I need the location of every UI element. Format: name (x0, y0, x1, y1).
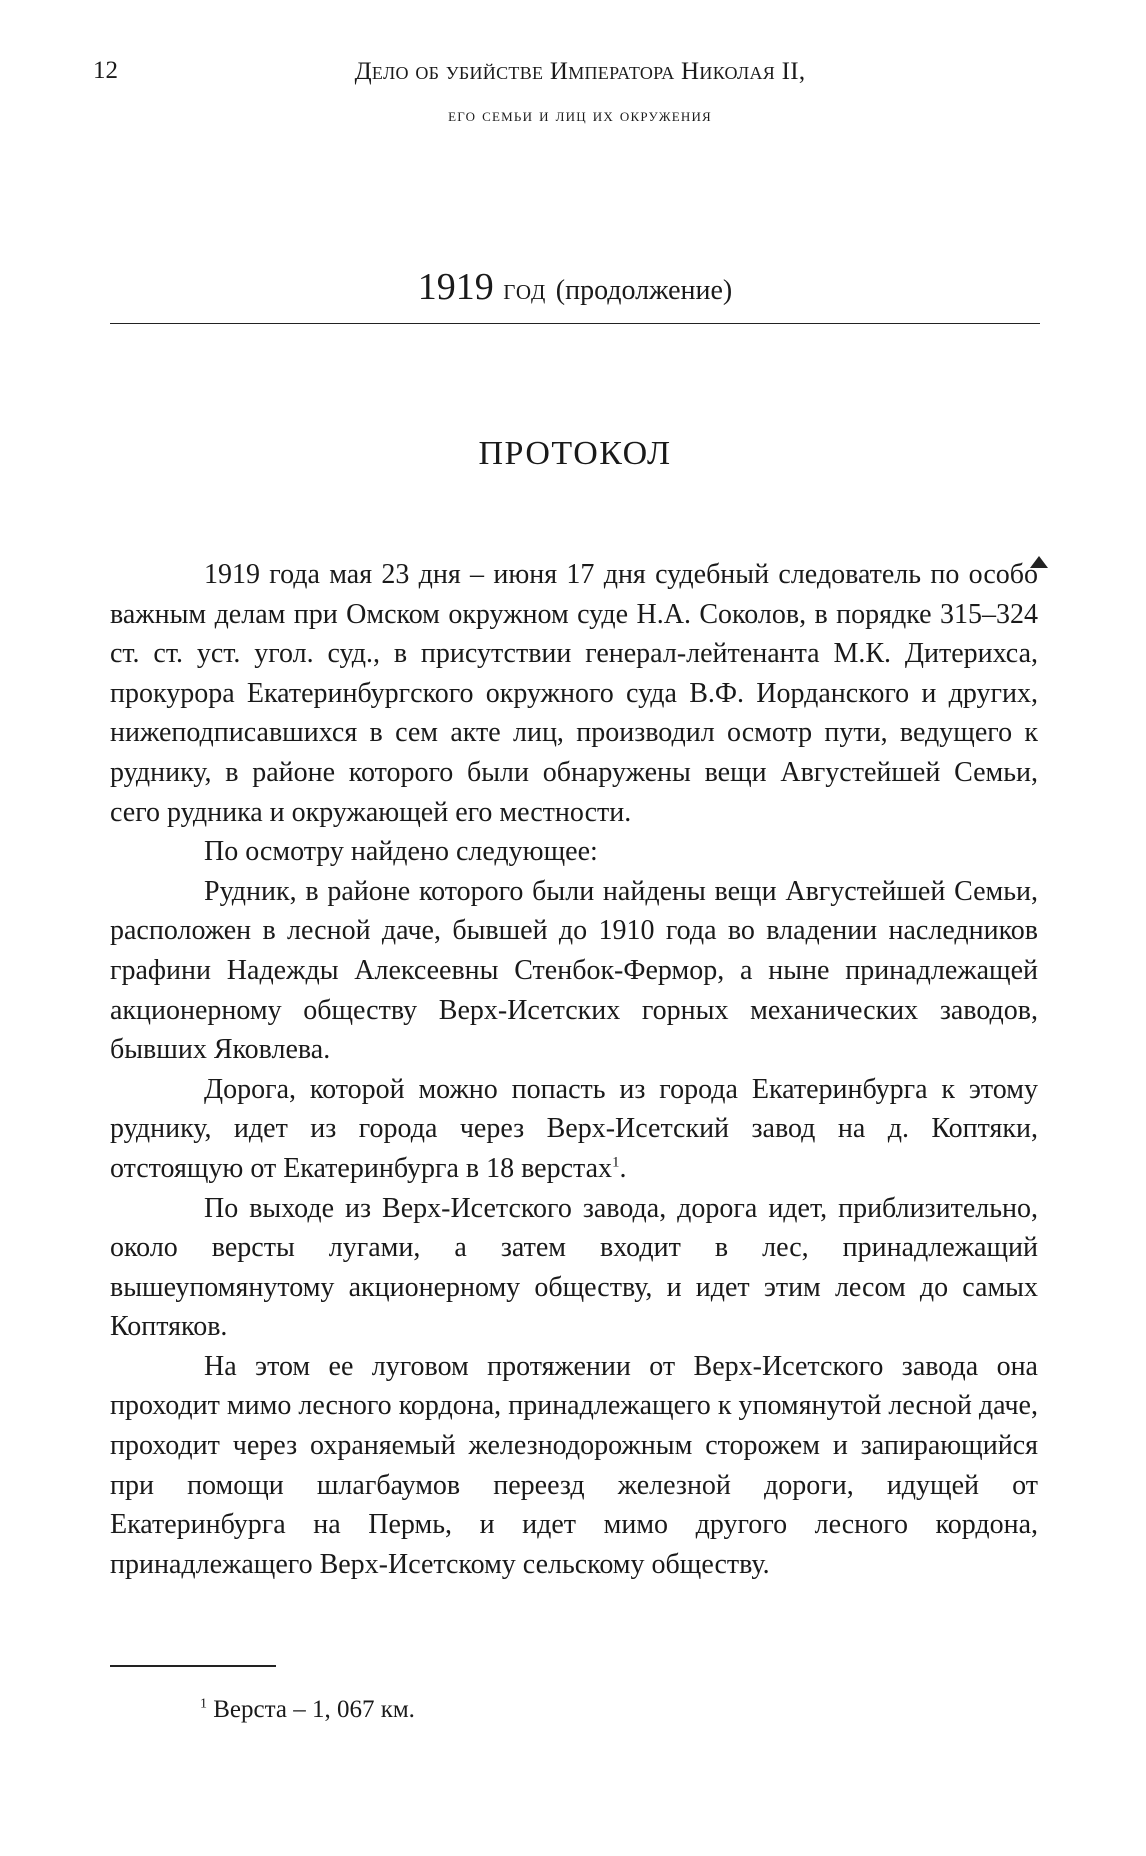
paragraph-4-end: . (619, 1152, 627, 1184)
paragraph-6: На этом ее луговом протяжении от Верх-Исетского завода она проходит мимо лесного кордона, принадлежащего к упомянутой лесной даче, проходит через охраняемый железнодорожным сторожем и запирающийся при помощи шлагбаумов переезд железной дороги, идущей от Екатеринбурга на Пермь, и идет мимо другого лесного кордона, принадлежащего Верх-Исетскому сельскому обществу. (110, 1350, 1038, 1580)
paragraph-4-text: Дорога, которой можно попасть из города Екатеринбурга к этому руднику, идет из города через Верх-Исетский завод на д. Коптяки, отстоящую от Екатеринбурга в 18 верстах (110, 1073, 1038, 1184)
paragraph-1: 1919 года мая 23 дня – июня 17 дня судебный следователь по особо важным делам при Омском окружном суде Н.А. Соколов, в порядке 315–324 ст. ст. уст. угол. суд., в присутствии генерал-лейтенанта М.К. Дитерихса, прокурора Екатеринбургского окружного суда В.Ф. Иорданского и других, нижеподписавшихся в сем акте лиц, производил осмотр пути, ведущего к руднику, в районе которого были обнаружены вещи Августейшей Семьи, сего рудника и окружающей его местности. (110, 559, 1038, 828)
footnote-rule (110, 1665, 276, 1667)
running-head-line-2: его семьи и лиц их окружения (448, 105, 712, 126)
paragraph-3: Рудник, в районе которого были найдены вещи Августейшей Семьи, расположен в лесной даче, бывшей до 1910 года во владении наследников графини Надежды Алексеевны Стенбок-Фермор, а ныне принадлежащей акционерному обществу Верх-Исетских горных механических заводов, бывших Яковлева. (110, 875, 1038, 1066)
section-year: 1919 (417, 266, 494, 308)
section-rule (110, 323, 1040, 324)
footnote (200, 1695, 415, 1725)
section-title (110, 268, 1040, 306)
paragraph-2: По осмотру найдено следующее: (204, 836, 598, 868)
footnote-text: Верста – 1, 067 км. (213, 1696, 415, 1723)
section-god: год (503, 273, 547, 306)
footnote-marker: 1 (200, 1696, 207, 1712)
document-heading: ПРОТОКОЛ (478, 435, 672, 472)
paragraph-5: По выходе из Верх-Исетского завода, дорога идет, приблизительно, около версты лугами, а затем входит в лес, принадлежащий вышеупомянутому акционерному обществу, и идет этим лесом до самых Коптяков. (110, 1192, 1038, 1343)
footnote-reference[interactable]: 1 (612, 1154, 620, 1171)
running-head (260, 50, 900, 138)
section-continuation: (продолжение) (555, 275, 733, 306)
paragraph-4 (110, 1070, 1038, 1189)
running-head-line-1: Дело об убийстве Императора Николая II, (354, 58, 806, 85)
document-body (110, 555, 1038, 1584)
page-number: 12 (93, 57, 118, 84)
